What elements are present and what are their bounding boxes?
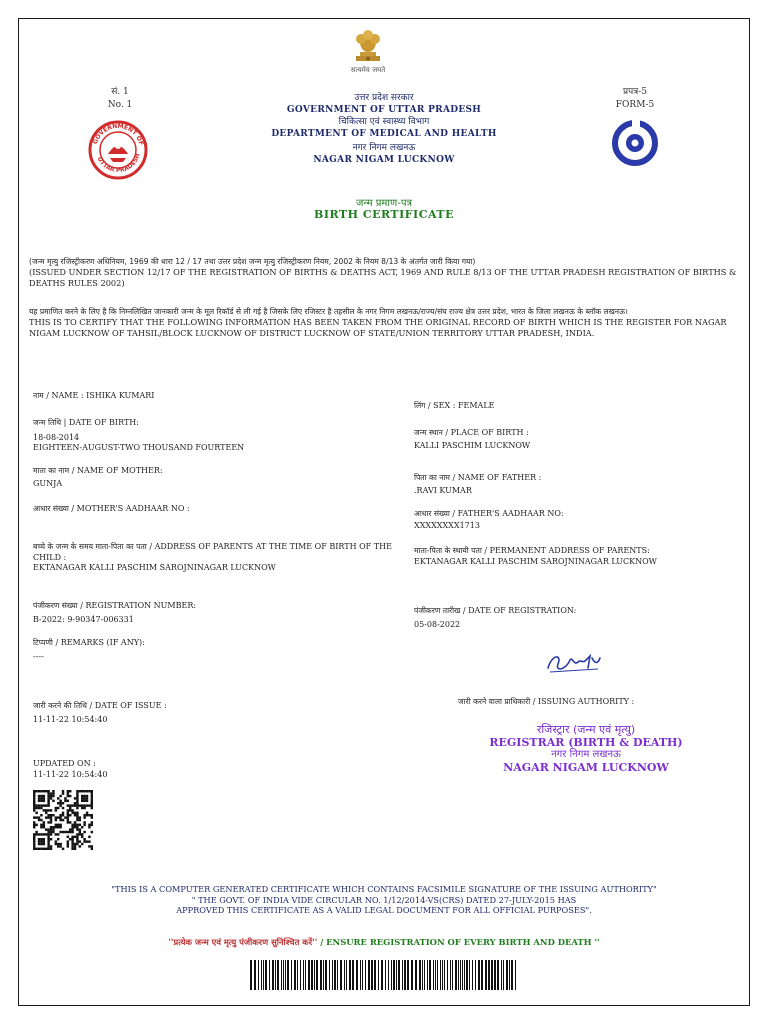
field-label: / FATHER'S AADHAAR NO: bbox=[449, 509, 564, 518]
local-body-name: NAGAR NIGAM LUCKNOW bbox=[313, 155, 455, 165]
serial-number-en: No. 1 bbox=[107, 100, 133, 110]
form-number-hi: प्रपत्र-5 bbox=[623, 87, 647, 97]
field-label-hi: लिंग bbox=[414, 401, 426, 410]
field-label-hi: जन्म स्थान bbox=[414, 428, 443, 437]
sex-value: FEMALE bbox=[457, 401, 495, 410]
svg-text:UTTAR PRADESH: UTTAR PRADESH bbox=[95, 152, 142, 175]
field-issuing-authority bbox=[458, 697, 738, 708]
field-label-hi: आधार संख्या bbox=[414, 509, 450, 518]
field-date-of-birth bbox=[33, 418, 393, 454]
certification-statement bbox=[29, 306, 749, 339]
field-label: / MOTHER'S AADHAAR NO : bbox=[68, 504, 190, 513]
date-of-issue-value: 11-11-22 10:54:40 bbox=[33, 714, 108, 724]
registrar-office-hi: नगर निगम लखनऊ bbox=[551, 749, 621, 760]
issued-under-hi: (जन्म मृत्यु रजिस्ट्रीकरण अधिनियम, 1969 की धारा 12 / 17 तथा उत्तर प्रदेश जन्म मृत्यु रजिस्ट्रीकरण नियम, 2002 के नियम 8/13 के अंतर्गत जारी किया गया) bbox=[29, 257, 476, 266]
field-label: | DATE OF BIRTH: bbox=[61, 418, 139, 427]
field-label: / NAME OF FATHER : bbox=[449, 473, 542, 482]
certification-hi: यह प्रमाणित करने के लिए है कि निम्नलिखित जानकारी जन्म के मूल रिकॉर्ड से ली गई है जिसके लिए रजिस्टर है तहसील के नगर निगम लखनऊ/राज्य/संघ राज्य क्षेत्र उत्तर प्रदेश, भारत के जिला लखनऊ के ब्लॉक लखनऊ। bbox=[29, 307, 628, 316]
notice-line: APPROVED THIS CERTIFICATE AS A VALID LEGAL DOCUMENT FOR ALL OFFICIAL PURPOSES". bbox=[176, 905, 592, 915]
child-name-value: ISHIKA KUMARI bbox=[86, 391, 155, 400]
registrar-stamp bbox=[458, 723, 714, 774]
form-number bbox=[600, 86, 670, 112]
field-father-aadhaar bbox=[414, 509, 734, 531]
mother-name-value: GUNJA bbox=[33, 478, 63, 488]
registration-number-value: B-2022: 9-90347-006331 bbox=[33, 614, 134, 624]
date-of-birth-words: EIGHTEEN-AUGUST-TWO THOUSAND FOURTEEN bbox=[33, 443, 245, 452]
department-name: DEPARTMENT OF MEDICAL AND HEALTH bbox=[271, 129, 497, 139]
local-body-name-hi: नगर निगम लखनऊ bbox=[352, 143, 416, 153]
registrar-title: REGISTRAR (BIRTH & DEATH) bbox=[489, 736, 683, 749]
form-number-en: FORM-5 bbox=[615, 100, 655, 110]
field-updated-on bbox=[33, 759, 393, 780]
field-address-at-birth bbox=[33, 542, 403, 574]
certification-en: THIS IS TO CERTIFY THAT THE FOLLOWING INFORMATION HAS BEEN TAKEN FROM THE ORIGINAL RECORD OF BIRTH WHICH IS THE REGISTER FOR NAGAR NIGAM LUCKNOW OF TAHSIL/BLOCK LUCKNOW OF DISTRICT LUCKNOW OF STATE/UNION TERRITORY UTTAR PRADESH, INDIA. bbox=[29, 317, 727, 338]
updated-on-value: 11-11-22 10:54:40 bbox=[33, 769, 108, 779]
field-date-of-issue bbox=[33, 701, 393, 725]
field-name bbox=[33, 391, 393, 402]
field-label-hi: जारी करने की तिथि bbox=[33, 701, 87, 710]
ensure-registration-slogan bbox=[80, 937, 688, 948]
field-label-hi: पिता का नाम bbox=[414, 473, 450, 482]
field-label: / REGISTRATION NUMBER: bbox=[77, 601, 197, 610]
field-label: UPDATED ON : bbox=[33, 759, 96, 768]
government-name: GOVERNMENT OF UTTAR PRADESH bbox=[286, 105, 482, 115]
serial-number-hi: सं. 1 bbox=[111, 87, 129, 97]
registrar-office: NAGAR NIGAM LUCKNOW bbox=[503, 761, 669, 774]
issuing-department-header bbox=[200, 92, 568, 166]
field-label-hi: जारी करने वाला प्राधिकारी bbox=[458, 697, 531, 706]
field-label-hi: पंजीकरण संख्या bbox=[33, 601, 78, 610]
address-at-birth-value: EKTANAGAR KALLI PASCHIM SAROJNINAGAR LUCKNOW bbox=[33, 563, 276, 572]
certificate-title: BIRTH CERTIFICATE bbox=[314, 208, 454, 221]
field-date-of-registration bbox=[414, 606, 734, 630]
notice-line: " THE GOVT. OF INDIA VIDE CIRCULAR NO. 1/12/2014-VS(CRS) DATED 27-JULY-2015 HAS bbox=[191, 894, 577, 905]
field-sex bbox=[414, 401, 734, 412]
field-father-name bbox=[414, 473, 734, 496]
field-label: / NAME OF MOTHER: bbox=[69, 466, 163, 475]
barcode-icon bbox=[250, 960, 520, 990]
field-label-hi: टिप्पणी bbox=[33, 638, 53, 647]
registrar-title-hi: रजिस्ट्रार (जन्म एवं मृत्यु) bbox=[536, 723, 636, 736]
field-label-hi: माता का नाम bbox=[33, 466, 70, 475]
field-label: / SEX : bbox=[425, 401, 458, 410]
computer-generated-notice bbox=[60, 884, 708, 916]
field-permanent-address bbox=[414, 546, 734, 567]
field-label-hi: जन्म तिथि bbox=[33, 418, 62, 427]
date-of-birth-value: 18-08-2014 bbox=[33, 432, 80, 442]
issued-under-clause bbox=[29, 256, 749, 289]
government-name-hi: उत्तर प्रदेश सरकार bbox=[354, 93, 414, 103]
ashoka-emblem-icon bbox=[348, 26, 388, 66]
serial-number bbox=[85, 86, 155, 112]
slogan-hi: ''प्रत्येक जन्म एवं मृत्यु पंजीकरण सुनिश्चित करें'' bbox=[168, 937, 318, 947]
place-of-birth-value: KALLI PASCHIM LUCKNOW bbox=[414, 440, 531, 450]
field-label-hi: नाम bbox=[33, 391, 44, 400]
crs-logo-icon bbox=[612, 118, 658, 168]
field-label: / DATE OF ISSUE : bbox=[86, 701, 167, 710]
field-registration-number bbox=[33, 601, 393, 625]
remarks-value: ---- bbox=[33, 651, 44, 661]
field-label-hi: बच्चे के जन्म के समय माता-पिता का पता bbox=[33, 542, 147, 551]
date-of-registration-value: 05-08-2022 bbox=[414, 619, 461, 629]
field-label: / REMARKS (IF ANY): bbox=[52, 638, 145, 647]
slogan-en: / ENSURE REGISTRATION OF EVERY BIRTH AND DEATH '' bbox=[317, 937, 600, 947]
field-label: / ADDRESS OF PARENTS AT THE TIME OF BIRTH OF THE CHILD : bbox=[33, 542, 392, 562]
field-label: / ISSUING AUTHORITY : bbox=[530, 697, 635, 706]
field-label-hi: माता-पिता के स्थायी पता bbox=[414, 546, 482, 555]
notice-line: "THIS IS A COMPUTER GENERATED CERTIFICATE WHICH CONTAINS FACSIMILE SIGNATURE OF THE ISSUING AUTHORITY" bbox=[111, 884, 657, 894]
up-government-seal-icon bbox=[86, 118, 150, 182]
certificate-title-hi: जन्म प्रमाण-पत्र bbox=[355, 198, 413, 209]
field-mother-name bbox=[33, 466, 393, 489]
field-remarks bbox=[33, 638, 393, 662]
qr-code-icon bbox=[33, 790, 93, 850]
svg-text:GOVERNMENT OF: GOVERNMENT OF bbox=[91, 122, 145, 147]
father-aadhaar-value: XXXXXXXX1713 bbox=[414, 520, 480, 530]
permanent-address-value: EKTANAGAR KALLI PASCHIM SAROJNINAGAR LUCKNOW bbox=[414, 556, 657, 566]
field-label: / NAME : bbox=[43, 391, 87, 400]
field-label-hi: आधार संख्या bbox=[33, 504, 69, 513]
field-place-of-birth bbox=[414, 428, 734, 451]
department-name-hi: चिकित्सा एवं स्वास्थ्य विभाग bbox=[338, 117, 430, 127]
field-label-hi: पंजीकरण तारीख bbox=[414, 606, 461, 615]
signature-icon bbox=[540, 650, 610, 676]
national-motto: सत्यमेव जयते bbox=[350, 66, 386, 74]
field-mother-aadhaar bbox=[33, 504, 393, 515]
field-label: / PERMANENT ADDRESS OF PARENTS: bbox=[481, 546, 650, 555]
field-label: / DATE OF REGISTRATION: bbox=[460, 606, 577, 615]
field-label: / PLACE OF BIRTH : bbox=[442, 428, 529, 437]
father-name-value: .RAVI KUMAR bbox=[414, 485, 472, 495]
issued-under-en: (ISSUED UNDER SECTION 12/17 OF THE REGISTRATION OF BIRTHS & DEATHS ACT, 1969 AND RULE 8/13 OF THE UTTAR PRADESH REGISTRATION OF BIRTHS & DEATHS RULES 2002) bbox=[29, 267, 737, 288]
